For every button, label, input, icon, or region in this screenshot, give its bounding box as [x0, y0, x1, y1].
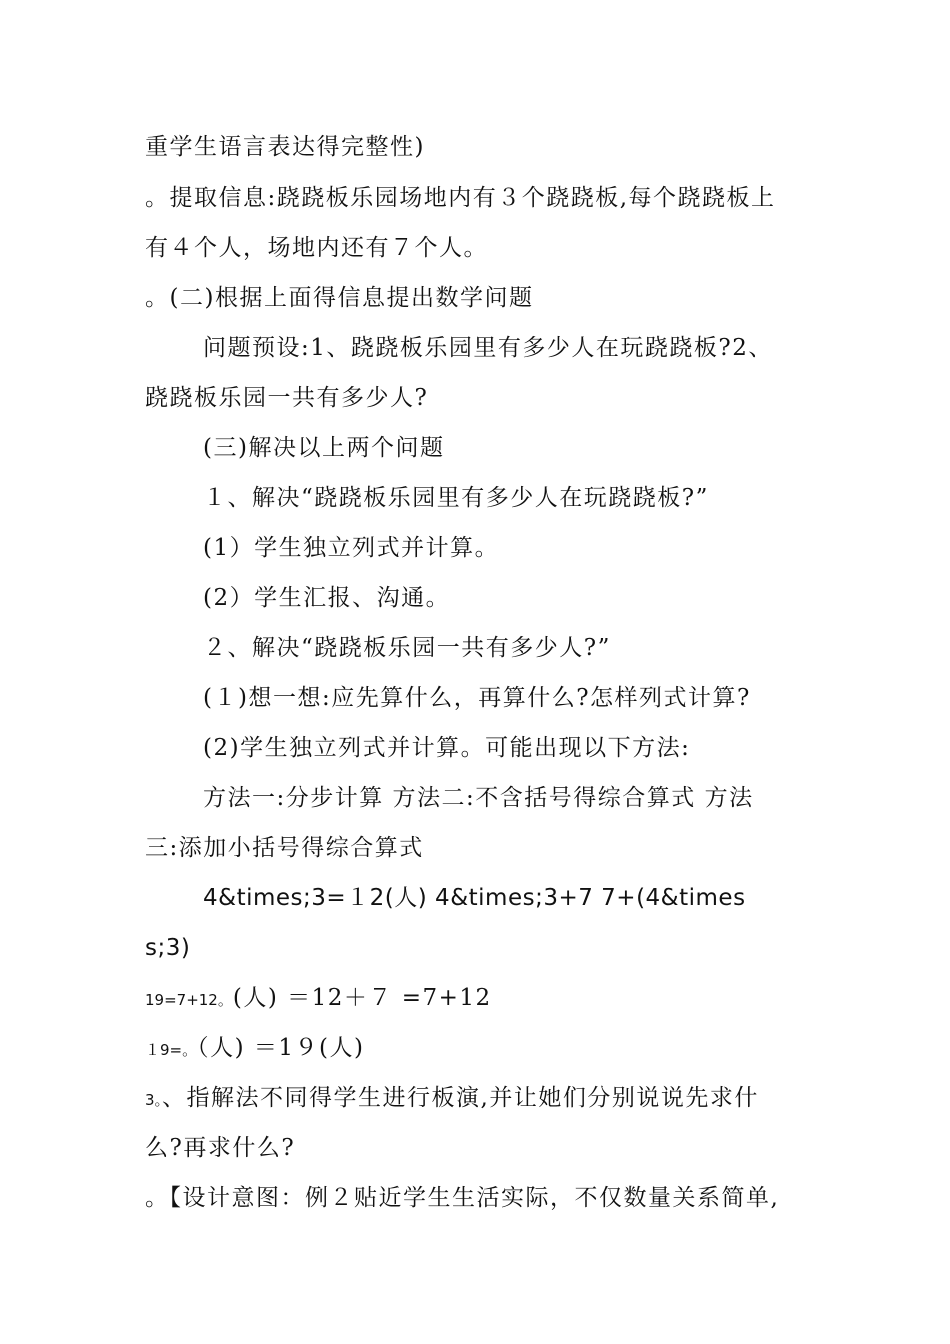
text-line: 有４个人，场地内还有７个人。 — [145, 235, 488, 261]
text-line: 4&times;3=１2(人) 4&times;3+7 7+(4&times — [203, 885, 746, 911]
text-line: s;3) — [145, 935, 191, 961]
text-line: ２、解决“跷跷板乐园一共有多少人?” — [203, 635, 611, 661]
small-prefix: 3。 — [145, 1091, 163, 1109]
text-line: (2）学生汇报、沟通。 — [203, 585, 451, 611]
text-line: １、解决“跷跷板乐园里有多少人在玩跷跷板?” — [203, 485, 709, 511]
text-segment: （人) ＝1９(人) — [197, 1035, 365, 1061]
text-line: 。【设计意图：例２贴近学生生活实际，不仅数量关系简单, — [145, 1185, 780, 1211]
text-line: (三)解决以上两个问题 — [203, 435, 445, 461]
small-prefix: 19=7+12。 — [145, 991, 233, 1009]
text-line — [145, 1083, 759, 1115]
text-line: 。提取信息:跷跷板乐园场地内有３个跷跷板,每个跷跷板上 — [145, 185, 776, 211]
text-segment: 、指解法不同得学生进行板演,并让她们分别说说先求什 — [162, 1085, 759, 1111]
text-line: (１)想一想:应先算什么，再算什么?怎样列式计算? — [203, 685, 751, 711]
small-prefix: １9=。 — [145, 1041, 198, 1059]
text-line: 问题预设:1、跷跷板乐园里有多少人在玩跷跷板?2、 — [203, 335, 773, 361]
text-line: (2)学生独立列式并计算。可能出现以下方法: — [203, 735, 691, 761]
text-line: 跷跷板乐园一共有多少人? — [145, 385, 429, 411]
text-line — [145, 983, 492, 1015]
text-line: 重学生语言表达得完整性) — [145, 134, 425, 160]
text-segment: (人) ＝12＋７ =7+12 — [232, 985, 492, 1011]
text-line: 三:添加小括号得综合算式 — [145, 835, 424, 861]
text-line — [145, 1033, 365, 1065]
text-line: 么?再求什么? — [145, 1135, 296, 1161]
text-line: 。(二)根据上面得信息提出数学问题 — [145, 285, 534, 311]
text-line: (1）学生独立列式并计算。 — [203, 535, 500, 561]
text-line: 方法一:分步计算 方法二:不含括号得综合算式 方法 — [203, 785, 754, 811]
